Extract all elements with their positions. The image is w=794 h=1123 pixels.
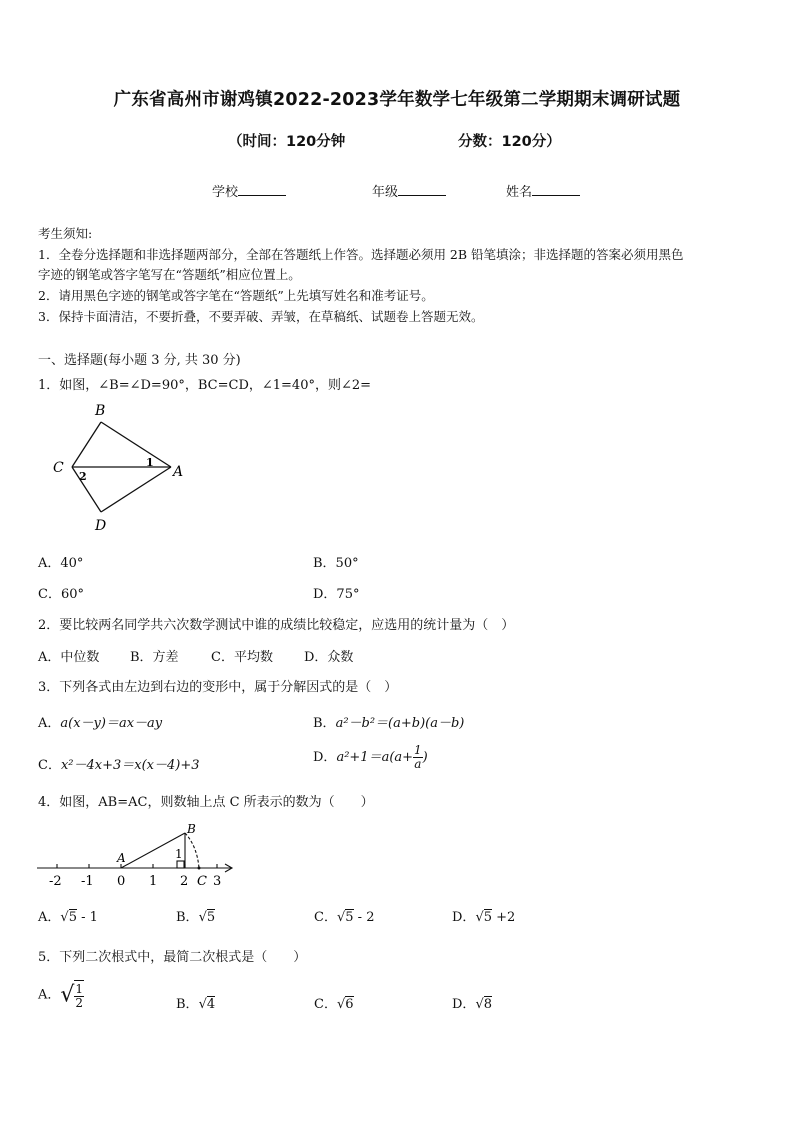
sqrt-icon: √ <box>475 910 484 925</box>
sqrt-icon: √ <box>198 910 207 925</box>
q5-option-a-label: A． <box>38 987 61 1003</box>
q4-option-d-label: D． <box>452 910 476 925</box>
sqrt-icon: √ <box>475 997 484 1012</box>
q1-stem: 1．如图，∠B=∠D=90°，BC=CD，∠1=40°，则∠2= <box>38 378 372 393</box>
q5-option-d <box>452 993 492 1012</box>
q1-option-d: D．75° <box>313 587 360 602</box>
q4-tick-label: 3 <box>213 874 222 889</box>
sqrt-icon: √ <box>60 982 75 1008</box>
q4-option-a-post: - 1 <box>76 910 98 925</box>
q4-option-c <box>314 906 374 925</box>
q2-stem: 2．要比较两名同学共六次数学测试中谁的成绩比较稳定，应选用的统计量为（ ） <box>38 618 515 633</box>
q4-label-one: 1 <box>175 847 183 861</box>
q1-angle-1: 1 <box>146 456 154 469</box>
q3-option-a-expr: a(x－y)＝ax－ay <box>60 716 163 731</box>
q4-stem: 4．如图，AB=AC，则数轴上点 C 所表示的数为（ ） <box>38 795 374 810</box>
q5-option-b <box>176 993 215 1012</box>
school-blank <box>238 183 286 196</box>
q5-option-a-numerator: 1 <box>75 982 84 996</box>
q5-option-c-radicand: 6 <box>345 997 354 1012</box>
notice-line-1b: 字迹的钢笔或答字笔写在“答题纸”相应位置上。 <box>38 267 301 282</box>
name-label: 姓名 <box>506 185 533 200</box>
q3-option-c-label: C． <box>38 758 61 773</box>
page-title: 广东省高州市谢鸡镇2022-2023学年数学七年级第二学期期末调研试题 <box>113 90 681 110</box>
q4-option-b-label: B． <box>176 910 199 925</box>
q4-tick-label: -2 <box>49 874 62 889</box>
q4-option-a-label: A． <box>38 910 61 925</box>
school-field <box>212 181 286 200</box>
q4-option-c-label: C． <box>314 910 337 925</box>
q3-option-a <box>38 712 162 731</box>
q1-angle-2: 2 <box>79 470 87 483</box>
q3-option-d-expr-post: ) <box>422 750 428 765</box>
q4-right-angle-mark <box>177 861 184 868</box>
sqrt-icon: √ <box>60 910 69 925</box>
q4-option-c-radicand: 5 <box>345 910 354 925</box>
q3-option-d-label: D． <box>313 750 337 765</box>
exam-time: （时间：120分钟 <box>228 134 346 150</box>
q4-option-b <box>176 906 215 925</box>
q4-label-a: A <box>117 851 126 865</box>
q1-option-a: A．40° <box>38 556 84 571</box>
grade-field <box>372 181 446 200</box>
q2-option-d: D．众数 <box>304 650 354 665</box>
q2-option-c: C．平均数 <box>211 650 273 665</box>
notice-line-3: 3．保持卡面清洁，不要折叠，不要弄破、弄皱，在草稿纸、试题卷上答题无效。 <box>38 309 484 324</box>
q4-option-b-radicand: 5 <box>206 910 216 925</box>
q4-point-c <box>198 867 201 870</box>
q5-option-b-label: B． <box>176 997 199 1012</box>
q4-label-b: B <box>187 822 196 836</box>
q3-option-d-numerator: 1 <box>414 743 422 757</box>
q3-option-d-expr-pre: a²+1＝a(a+ <box>336 750 414 765</box>
q5-option-a-denominator: 2 <box>75 996 84 1010</box>
q4-tick-label: -1 <box>81 874 94 889</box>
sqrt-icon: √ <box>336 910 346 925</box>
q4-label-c: C <box>197 874 207 889</box>
q1-option-c: C．60° <box>38 587 84 602</box>
section-heading: 一、选择题(每小题 3 分, 共 30 分) <box>38 353 241 368</box>
grade-blank <box>398 183 446 196</box>
q1-option-b: B．50° <box>313 556 359 571</box>
q1-label-d: D <box>95 518 107 534</box>
q1-segment-ba <box>101 422 171 467</box>
q2-option-a: A．中位数 <box>38 650 100 665</box>
q3-option-c <box>38 754 200 773</box>
q4-figure <box>35 818 240 890</box>
q1-figure <box>45 400 195 540</box>
q5-option-d-label: D． <box>452 997 476 1012</box>
sqrt-icon: √ <box>198 997 207 1012</box>
sqrt-icon: √ <box>336 997 346 1012</box>
q1-label-c: C <box>53 460 64 476</box>
q4-option-d <box>452 906 515 925</box>
q1-segment-da <box>101 467 171 512</box>
q3-option-d <box>313 744 428 771</box>
notice-line-1a: 1．全卷分选择题和非选择题两部分，全部在答题纸上作答。选择题必须用 2B 铅笔填涂；非选择题的答案必须用黑色 <box>38 247 684 262</box>
q1-label-b: B <box>95 403 106 419</box>
q5-stem: 5．下列二次根式中，最简二次根式是（ ） <box>38 950 307 965</box>
q3-option-d-fraction <box>413 744 423 771</box>
q4-tick-label: 0 <box>117 874 126 889</box>
q4-tick-label: 2 <box>180 874 189 889</box>
q3-option-b-expr: a²－b²＝(a+b)(a－b) <box>335 716 465 731</box>
name-field <box>506 181 580 200</box>
q5-option-d-radicand: 8 <box>483 997 493 1012</box>
exam-score: 分数：120分） <box>458 134 561 150</box>
q3-option-c-expr: x²－4x+3＝x(x－4)+3 <box>60 758 200 773</box>
q4-option-a <box>38 906 98 925</box>
school-label: 学校 <box>212 185 239 200</box>
grade-label: 年级 <box>372 185 399 200</box>
q4-arc <box>185 833 199 868</box>
notice-heading: 考生须知: <box>38 226 93 241</box>
q2-option-b: B．方差 <box>130 650 179 665</box>
q4-tick-label: 1 <box>149 874 158 889</box>
name-blank <box>532 183 580 196</box>
q1-segment-cb <box>72 422 101 467</box>
q4-option-c-post: - 2 <box>353 910 375 925</box>
q5-option-a-fraction <box>74 980 84 1010</box>
q5-option-c-label: C． <box>314 997 337 1012</box>
notice-line-2: 2．请用黑色字迹的钢笔或答字笔在“答题纸”上先填写姓名和准考证号。 <box>38 288 434 303</box>
q5-option-c <box>314 993 354 1012</box>
q1-label-a: A <box>173 464 184 480</box>
q4-option-d-radicand: 5 <box>483 910 493 925</box>
q5-option-a <box>38 980 84 1010</box>
q3-option-d-denominator: a <box>414 757 422 771</box>
q5-option-b-radicand: 4 <box>206 997 216 1012</box>
q4-option-a-radicand: 5 <box>68 910 77 925</box>
q3-option-b <box>313 712 464 731</box>
q3-option-a-label: A． <box>38 716 61 731</box>
q4-option-d-post: +2 <box>492 910 516 925</box>
q3-stem: 3．下列各式由左边到右边的变形中，属于分解因式的是（ ） <box>38 680 398 695</box>
q3-option-b-label: B． <box>313 716 336 731</box>
